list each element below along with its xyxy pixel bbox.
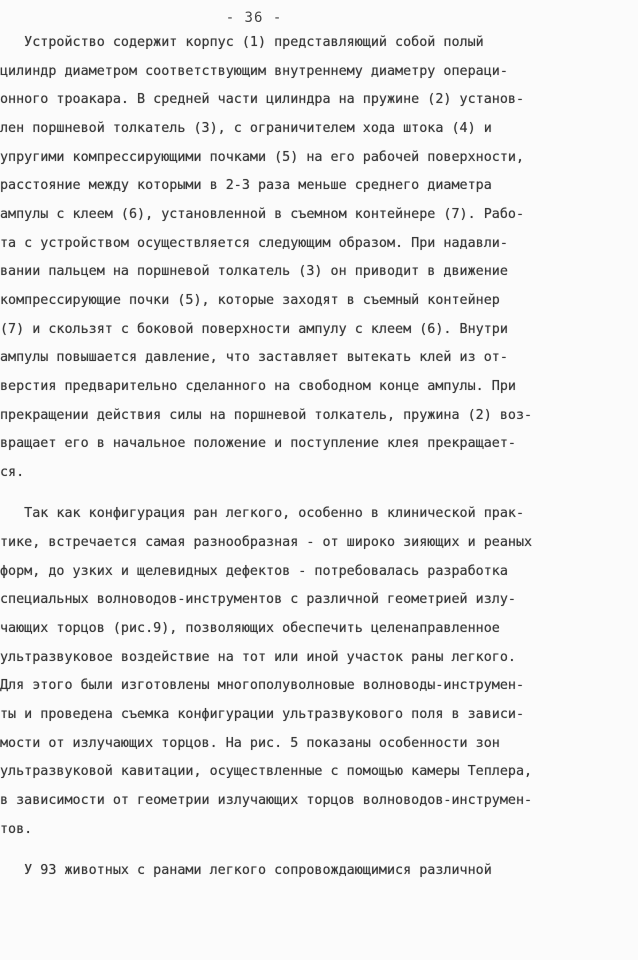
text-line: компрессирующие почки (5), которые заходят в съемный контейнер <box>0 293 500 308</box>
text-line: ты и проведена съемка конфигурации ультразвукового поля в зависи- <box>0 707 525 722</box>
text-line: та с устройством осуществляется следующим образом. При надавли- <box>0 236 508 251</box>
text-line: вании пальцем на поршневой толкатель (3) он приводит в движение <box>0 264 508 279</box>
text-line: чающих торцов (рис.9), позволяющих обеспечить целенаправленное <box>0 621 500 636</box>
page-number: - 36 - <box>225 10 283 26</box>
text-line: У 93 животных с ранами легкого сопровождающимися различной <box>0 863 492 878</box>
text-line: упругими компрессирующими почками (5) на его рабочей поверхности, <box>0 150 525 165</box>
text-line: форм, до узких и щелевидных дефектов - потребовалась разработка <box>0 564 508 579</box>
text-line: ампулы с клеем (6), установленной в съемном контейнере (7). Рабо- <box>0 207 525 222</box>
text-line: тике, встречается самая разнообразная - от широко зияющих и реаных <box>0 535 533 550</box>
text-line: Устройство содержит корпус (1) представляющий собой полый <box>0 35 484 50</box>
text-line: в зависимости от геометрии излучающих торцов волноводов-инструмен- <box>0 793 533 808</box>
text-line: верстия предварительно сделанного на свободном конце ампулы. При <box>0 379 516 394</box>
text-line: мости от излучающих торцов. На рис. 5 показаны особенности зон <box>0 736 500 751</box>
text-line: ультразвуковое воздействие на тот или иной участок раны легкого. <box>0 650 516 665</box>
text-line: цилиндр диаметром соответствующим внутреннему диаметру операци- <box>0 64 508 79</box>
text-line: ультразвуковой кавитации, осуществленные с помощью камеры Теплера, <box>0 764 533 779</box>
text-line: ампулы повышается давление, что заставляет вытекать клей из от- <box>0 350 508 365</box>
text-line: прекращении действия силы на поршневой толкатель, пружина (2) воз- <box>0 408 533 423</box>
text-line: Так как конфигурация ран легкого, особенно в клинической прак- <box>0 506 525 521</box>
text-line: онного троакара. В средней части цилиндра на пружине (2) установ- <box>0 92 525 107</box>
text-line: вращает его в начальное положение и поступление клея прекращает- <box>0 436 516 451</box>
text-line: лен поршневой толкатель (3), с ограничителем хода штока (4) и <box>0 121 492 136</box>
text-line: (7) и скользят с боковой поверхности ампулу с клеем (6). Внутри <box>0 322 508 337</box>
text-line: расстояние между которыми в 2-3 раза меньше среднего диаметра <box>0 178 492 193</box>
text-line: специальных волноводов-инструментов с различной геометрией излу- <box>0 592 516 607</box>
text-line: ся. <box>0 465 25 480</box>
text-line: тов. <box>0 822 33 837</box>
text-line: Для этого были изготовлены многополуволновые волноводы-инструмен- <box>0 678 525 693</box>
